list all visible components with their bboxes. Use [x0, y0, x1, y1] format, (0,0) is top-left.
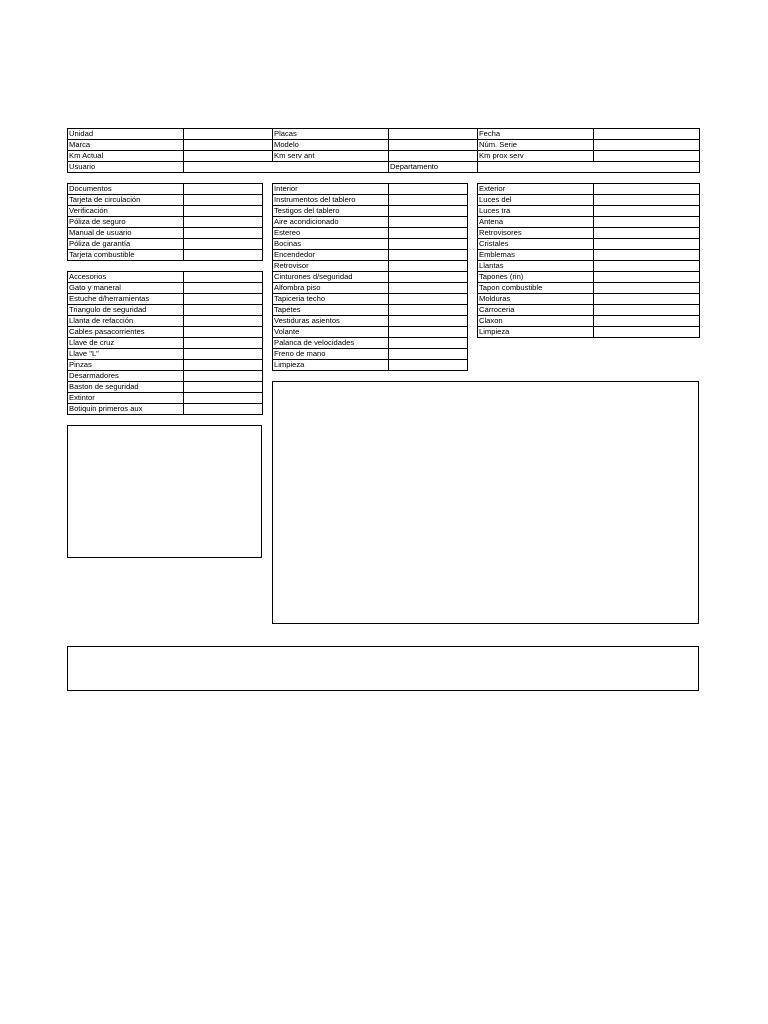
- interior-header-cell[interactable]: [389, 184, 468, 195]
- interior-item-label: Testigos del tablero: [273, 206, 389, 217]
- interior-item-label: Bocinas: [273, 239, 389, 250]
- documentos-item-label: Manual de usuario: [68, 228, 184, 239]
- header-value-field[interactable]: [594, 129, 700, 140]
- interior-item-check-field[interactable]: [389, 327, 468, 338]
- header-label: Placas: [273, 129, 389, 140]
- accesorios-item-check-field[interactable]: [184, 371, 263, 382]
- interior-item-label: Alfombra piso: [273, 283, 389, 294]
- interior-section: [272, 183, 468, 371]
- documentos-item-label: Tarjeta de circulación: [68, 195, 184, 206]
- exterior-item-label: Limpieza: [478, 327, 594, 338]
- accesorios-item-label: Extintor: [68, 393, 184, 404]
- accesorios-header-cell[interactable]: [184, 272, 263, 283]
- accesorios-item-label: Botiquin primeros aux: [68, 404, 184, 415]
- interior-item-row: [273, 316, 468, 327]
- documentos-item-check-field[interactable]: [184, 206, 263, 217]
- interior-item-row: [273, 327, 468, 338]
- interior-item-row: [273, 294, 468, 305]
- accesorios-item-label: Llanta de refacción: [68, 316, 184, 327]
- accesorios-item-check-field[interactable]: [184, 283, 263, 294]
- interior-item-label: Cinturones d/seguridad: [273, 272, 389, 283]
- interior-item-label: Palanca de velocidades: [273, 338, 389, 349]
- exterior-item-check-field[interactable]: [594, 283, 700, 294]
- header-value-field[interactable]: [389, 129, 478, 140]
- exterior-item-label: Retrovisores: [478, 228, 594, 239]
- accesorios-section: [67, 271, 263, 415]
- exterior-item-check-field[interactable]: [594, 261, 700, 272]
- interior-item-row: [273, 195, 468, 206]
- interior-title: Interior: [273, 184, 389, 195]
- accesorios-item-check-field[interactable]: [184, 404, 263, 415]
- accesorios-item-row: [68, 305, 263, 316]
- header-label: Fecha: [478, 129, 594, 140]
- documentos-item-row: [68, 239, 263, 250]
- documentos-item-check-field[interactable]: [184, 228, 263, 239]
- interior-item-check-field[interactable]: [389, 349, 468, 360]
- interior-item-check-field[interactable]: [389, 206, 468, 217]
- usuario-row: [68, 162, 700, 173]
- documentos-item-label: Póliza de garantía: [68, 239, 184, 250]
- exterior-item-check-field[interactable]: [594, 272, 700, 283]
- interior-item-check-field[interactable]: [389, 272, 468, 283]
- interior-item-check-field[interactable]: [389, 316, 468, 327]
- documentos-section: [67, 183, 263, 261]
- header-label: Km serv ant: [273, 151, 389, 162]
- interior-item-row: [273, 305, 468, 316]
- accesorios-item-label: Triangulo de seguridad: [68, 305, 184, 316]
- documentos-item-check-field[interactable]: [184, 250, 263, 261]
- accesorios-item-row: [68, 327, 263, 338]
- accesorios-item-label: Estuche d/herramientas: [68, 294, 184, 305]
- header-value-field[interactable]: [389, 151, 478, 162]
- usuario-label: Usuario: [68, 162, 184, 173]
- accesorios-item-check-field[interactable]: [184, 305, 263, 316]
- exterior-item-row: [478, 239, 700, 250]
- interior-item-check-field[interactable]: [389, 294, 468, 305]
- departamento-label: Departamento: [389, 162, 478, 173]
- exterior-item-check-field[interactable]: [594, 206, 700, 217]
- header-label: Km Actual: [68, 151, 184, 162]
- exterior-item-label: Carroceria: [478, 305, 594, 316]
- interior-item-check-field[interactable]: [389, 283, 468, 294]
- documentos-header-row: [68, 184, 263, 195]
- accesorios-item-label: Cables pasacorrientes: [68, 327, 184, 338]
- exterior-item-label: Tapon combustible: [478, 283, 594, 294]
- documentos-title: Documentos: [68, 184, 184, 195]
- interior-item-check-field[interactable]: [389, 239, 468, 250]
- interior-item-row: [273, 217, 468, 228]
- documentos-item-check-field[interactable]: [184, 217, 263, 228]
- exterior-item-row: [478, 316, 700, 327]
- accesorios-item-row: [68, 283, 263, 294]
- documentos-item-label: Tarjeta combustible: [68, 250, 184, 261]
- interior-item-row: [273, 206, 468, 217]
- exterior-item-label: Molduras: [478, 294, 594, 305]
- interior-item-label: Instrumentos del tablero: [273, 195, 389, 206]
- header-row: [68, 140, 700, 151]
- accesorios-item-row: [68, 338, 263, 349]
- exterior-header-cell[interactable]: [594, 184, 700, 195]
- accesorios-item-row: [68, 371, 263, 382]
- header-label: Km prox serv: [478, 151, 594, 162]
- accesorios-item-row: [68, 393, 263, 404]
- interior-item-row: [273, 360, 468, 371]
- exterior-item-row: [478, 206, 700, 217]
- accesorios-item-check-field[interactable]: [184, 382, 263, 393]
- accesorios-item-label: Gato y maneral: [68, 283, 184, 294]
- exterior-item-row: [478, 250, 700, 261]
- header-row: [68, 129, 700, 140]
- interior-item-check-field[interactable]: [389, 338, 468, 349]
- interior-item-label: Aire acondicionado: [273, 217, 389, 228]
- documentos-item-row: [68, 195, 263, 206]
- documentos-item-check-field[interactable]: [184, 195, 263, 206]
- exterior-item-check-field[interactable]: [594, 250, 700, 261]
- interior-item-label: Tapetes: [273, 305, 389, 316]
- exterior-item-row: [478, 327, 700, 338]
- documentos-item-row: [68, 217, 263, 228]
- accesorios-item-row: [68, 404, 263, 415]
- accesorios-item-check-field[interactable]: [184, 393, 263, 404]
- exterior-item-label: Claxon: [478, 316, 594, 327]
- accesorios-title: Accesorios: [68, 272, 184, 283]
- documentos-item-row: [68, 250, 263, 261]
- documentos-header-cell[interactable]: [184, 184, 263, 195]
- interior-item-row: [273, 228, 468, 239]
- exterior-header-row: [478, 184, 700, 195]
- accesorios-item-check-field[interactable]: [184, 349, 263, 360]
- header-value-field[interactable]: [184, 151, 273, 162]
- departamento-field[interactable]: [478, 162, 700, 173]
- interior-item-check-field[interactable]: [389, 228, 468, 239]
- interior-item-label: Volante: [273, 327, 389, 338]
- interior-item-label: Tapiceria techo: [273, 294, 389, 305]
- exterior-item-row: [478, 217, 700, 228]
- exterior-item-label: Tapones (rin): [478, 272, 594, 283]
- interior-item-row: [273, 250, 468, 261]
- exterior-item-label: Cristales: [478, 239, 594, 250]
- signature-box[interactable]: [67, 646, 699, 691]
- accesorios-item-row: [68, 294, 263, 305]
- exterior-item-label: Luces tra: [478, 206, 594, 217]
- exterior-item-check-field[interactable]: [594, 294, 700, 305]
- interior-item-check-field[interactable]: [389, 250, 468, 261]
- exterior-item-row: [478, 272, 700, 283]
- interior-item-label: Limpieza: [273, 360, 389, 371]
- exterior-item-check-field[interactable]: [594, 316, 700, 327]
- accesorios-item-row: [68, 360, 263, 371]
- documentos-item-label: Verificación: [68, 206, 184, 217]
- exterior-item-label: Llantas: [478, 261, 594, 272]
- documentos-item-check-field[interactable]: [184, 239, 263, 250]
- header-label: Núm. Serie: [478, 140, 594, 151]
- accesorios-item-check-field[interactable]: [184, 294, 263, 305]
- accesorios-item-check-field[interactable]: [184, 327, 263, 338]
- exterior-item-check-field[interactable]: [594, 228, 700, 239]
- interior-item-check-field[interactable]: [389, 195, 468, 206]
- interior-item-row: [273, 239, 468, 250]
- accesorios-item-label: Pinzas: [68, 360, 184, 371]
- exterior-item-check-field[interactable]: [594, 195, 700, 206]
- accesorios-header-row: [68, 272, 263, 283]
- interior-item-check-field[interactable]: [389, 360, 468, 371]
- documentos-item-label: Póliza de seguro: [68, 217, 184, 228]
- interior-item-label: Freno de mano: [273, 349, 389, 360]
- header-row: [68, 151, 700, 162]
- accesorios-item-label: Baston de seguridad: [68, 382, 184, 393]
- header-label: Marca: [68, 140, 184, 151]
- exterior-item-label: Antena: [478, 217, 594, 228]
- accesorios-item-label: Desarmadores: [68, 371, 184, 382]
- header-label: Unidad: [68, 129, 184, 140]
- interior-item-label: Vestiduras asientos: [273, 316, 389, 327]
- interior-item-row: [273, 338, 468, 349]
- header-grid: [67, 128, 700, 173]
- exterior-item-check-field[interactable]: [594, 327, 700, 338]
- header-value-field[interactable]: [184, 129, 273, 140]
- documentos-item-row: [68, 206, 263, 217]
- header-value-field[interactable]: [389, 140, 478, 151]
- accesorios-item-check-field[interactable]: [184, 338, 263, 349]
- interior-item-row: [273, 272, 468, 283]
- exterior-item-check-field[interactable]: [594, 305, 700, 316]
- exterior-item-check-field[interactable]: [594, 239, 700, 250]
- vehicle-diagram-box[interactable]: [67, 425, 262, 558]
- exterior-item-label: Emblemas: [478, 250, 594, 261]
- exterior-item-row: [478, 195, 700, 206]
- exterior-item-row: [478, 294, 700, 305]
- header-value-field[interactable]: [594, 140, 700, 151]
- accesorios-item-row: [68, 349, 263, 360]
- usuario-field[interactable]: [184, 162, 389, 173]
- accesorios-item-label: Llave de cruz: [68, 338, 184, 349]
- exterior-item-row: [478, 305, 700, 316]
- header-value-field[interactable]: [184, 140, 273, 151]
- accesorios-item-row: [68, 316, 263, 327]
- interior-item-row: [273, 261, 468, 272]
- exterior-item-row: [478, 261, 700, 272]
- interior-item-label: Estereo: [273, 228, 389, 239]
- observations-box[interactable]: [272, 381, 699, 624]
- interior-item-label: Retrovisor: [273, 261, 389, 272]
- interior-item-check-field[interactable]: [389, 305, 468, 316]
- interior-header-row: [273, 184, 468, 195]
- interior-item-check-field[interactable]: [389, 261, 468, 272]
- exterior-item-label: Luces del: [478, 195, 594, 206]
- interior-item-check-field[interactable]: [389, 217, 468, 228]
- accesorios-item-row: [68, 382, 263, 393]
- exterior-title: Exterior: [478, 184, 594, 195]
- header-label: Modelo: [273, 140, 389, 151]
- exterior-item-row: [478, 283, 700, 294]
- exterior-item-row: [478, 228, 700, 239]
- accesorios-item-check-field[interactable]: [184, 316, 263, 327]
- exterior-section: [477, 183, 700, 338]
- interior-item-row: [273, 349, 468, 360]
- documentos-item-row: [68, 228, 263, 239]
- interior-item-row: [273, 283, 468, 294]
- accesorios-item-label: Llave "L": [68, 349, 184, 360]
- header-value-field[interactable]: [594, 151, 700, 162]
- accesorios-item-check-field[interactable]: [184, 360, 263, 371]
- interior-item-label: Encendedor: [273, 250, 389, 261]
- exterior-item-check-field[interactable]: [594, 217, 700, 228]
